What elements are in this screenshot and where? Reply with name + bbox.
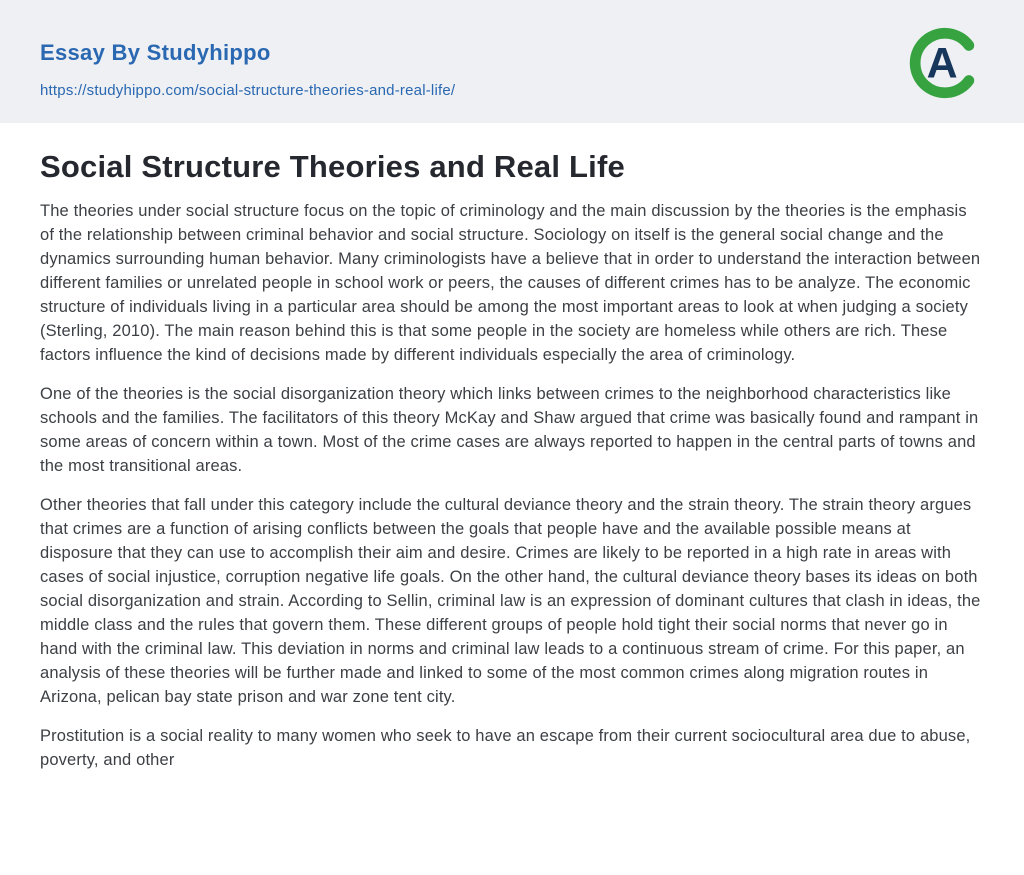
essay-paragraph: One of the theories is the social disorganization theory which links between crimes to the neighborhood characteristics like schools and the families. The facilitators of this theory McKay and Shaw argued that crime was basically found and rampant in some areas of concern within a town. Most of the crime cases are always reported to happen in the central parts of towns and the most transitional areas. — [40, 385, 979, 475]
essay-content — [0, 123, 1024, 772]
page-header — [0, 0, 1024, 123]
essay-paragraph: The theories under social structure focus on the topic of criminology and the main discussion by the theories is the emphasis of the relationship between criminal behavior and social structure. Sociology on itself is the general social change and the dynamics surrounding human behavior. Many criminologists have a believe that in order to understand the interaction between different families or unrelated people in school work or peers, the causes of different crimes has to be analyze. The economic structure of individuals living in a particular area should be among the most important areas to look at when judging a society (Sterling, 2010). The main reason behind this is that some people in the society are homeless while others are rich. These factors influence the kind of decisions made by different individuals especially the area of criminology. — [40, 202, 981, 364]
site-title: Essay By Studyhippo — [40, 40, 271, 65]
essay-url-link[interactable]: https://studyhippo.com/social-structure-theories-and-real-life/ — [40, 82, 456, 99]
essay-paragraph: Other theories that fall under this category include the cultural deviance theory and the strain theory. The strain theory argues that crimes are a function of arising conflicts between the goals that people have and the available possible means at disposure that they can use to accomplish their aim and desire. Crimes are likely to be reported in a high rate in areas with cases of social injustice, corruption negative life goals. On the other hand, the cultural deviance theory bases its ideas on both social disorganization and strain. According to Sellin, criminal law is an expression of dominant cultures that clash in ideas, the middle class and the rules that govern them. These different groups of people hold tight their social norms that never go in hand with the criminal law. This deviation in norms and criminal law leads to a continuous stream of crime. For this paper, an analysis of these theories will be further made and linked to some of the most common crimes along migration routes in Arizona, pelican bay state prison and war zone tent city. — [40, 496, 981, 706]
essay-body — [40, 199, 984, 772]
header-text-block — [40, 24, 455, 100]
essay-title: Social Structure Theories and Real Life — [40, 149, 625, 184]
logo-letter: A — [926, 39, 958, 88]
essay-paragraph: Prostitution is a social reality to many women who seek to have an escape from their current sociocultural area due to abuse, poverty, and other — [40, 727, 971, 769]
studyhippo-logo-icon — [906, 24, 984, 102]
